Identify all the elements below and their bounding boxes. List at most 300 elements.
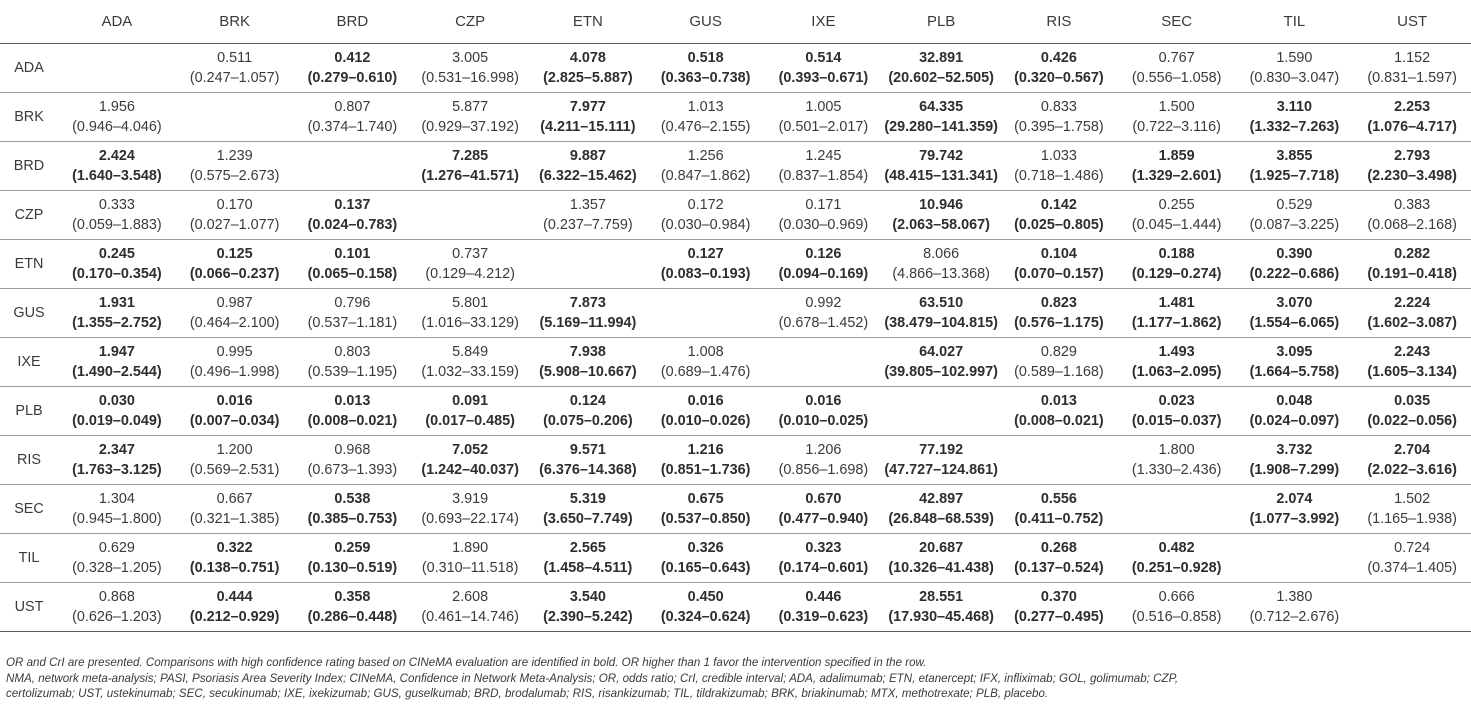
- credible-interval: (0.087–3.225): [1249, 217, 1340, 233]
- credible-interval: (0.068–2.168): [1367, 217, 1457, 233]
- table-cell: [294, 289, 412, 338]
- column-header-plb: PLB: [882, 0, 1000, 44]
- odds-ratio-value: 7.977: [569, 99, 606, 115]
- credible-interval: (2.230–3.498): [1367, 168, 1457, 184]
- row-header-ixe: IXE: [0, 338, 58, 387]
- odds-ratio-value: 0.326: [687, 540, 724, 556]
- table-cell: [882, 240, 1000, 289]
- odds-ratio-value: 0.670: [805, 491, 842, 507]
- odds-ratio-value: 0.446: [805, 589, 842, 605]
- credible-interval: (0.137–0.524): [1014, 560, 1104, 576]
- odds-ratio-value: 32.891: [919, 50, 964, 66]
- row-header-gus: GUS: [0, 289, 58, 338]
- credible-interval: (1.490–2.544): [72, 364, 162, 380]
- odds-ratio-value: 1.216: [687, 442, 724, 458]
- odds-ratio-value: 0.091: [452, 393, 489, 409]
- odds-ratio-value: 0.127: [687, 246, 724, 262]
- credible-interval: (0.191–0.418): [1367, 266, 1457, 282]
- credible-interval: (0.851–1.736): [660, 462, 751, 478]
- odds-ratio-value: 1.206: [805, 442, 842, 458]
- odds-ratio-value: 0.172: [687, 197, 724, 213]
- table-cell: [529, 289, 647, 338]
- odds-ratio-value: 0.268: [1040, 540, 1077, 556]
- table-row: [0, 289, 1471, 338]
- odds-ratio-value: 1.200: [216, 442, 253, 458]
- odds-ratio-value: 1.239: [216, 148, 253, 164]
- odds-ratio-value: 2.704: [1394, 442, 1431, 458]
- odds-ratio-value: 0.450: [687, 589, 724, 605]
- empty-diagonal-cell: [882, 387, 1000, 436]
- column-header-ixe: IXE: [765, 0, 883, 44]
- table-cell: [58, 142, 176, 191]
- table-cell: [647, 93, 765, 142]
- table-cell: [882, 583, 1000, 632]
- credible-interval: (0.174–0.601): [778, 560, 869, 576]
- table-cell: [1000, 289, 1118, 338]
- odds-ratio-value: 0.322: [216, 540, 253, 556]
- credible-interval: (2.825–5.887): [543, 70, 633, 86]
- table-cell: [765, 142, 883, 191]
- odds-ratio-value: 0.529: [1276, 197, 1313, 213]
- credible-interval: (1.640–3.548): [72, 168, 162, 184]
- credible-interval: (0.083–0.193): [660, 266, 751, 282]
- table-cell: [1236, 485, 1354, 534]
- odds-ratio-value: 2.253: [1394, 99, 1431, 115]
- credible-interval: (0.066–0.237): [189, 266, 280, 282]
- credible-interval: (0.138–0.751): [189, 560, 280, 576]
- odds-ratio-value: 1.590: [1276, 50, 1313, 66]
- column-header-til: TIL: [1236, 0, 1354, 44]
- odds-ratio-value: 1.481: [1158, 295, 1195, 311]
- table-cell: [1353, 44, 1471, 93]
- credible-interval: (0.689–1.476): [660, 364, 751, 380]
- table-cell: [411, 436, 529, 485]
- odds-ratio-value: 0.016: [687, 393, 724, 409]
- odds-ratio-value: 7.052: [452, 442, 489, 458]
- odds-ratio-value: 0.245: [98, 246, 135, 262]
- table-cell: [411, 240, 529, 289]
- table-row: [0, 338, 1471, 387]
- credible-interval: (0.015–0.037): [1131, 413, 1222, 429]
- odds-ratio-value: 9.571: [569, 442, 606, 458]
- table-cell: [411, 93, 529, 142]
- credible-interval: (0.712–2.676): [1249, 609, 1340, 625]
- odds-ratio-value: 1.304: [98, 491, 135, 507]
- odds-ratio-value: 64.027: [919, 344, 964, 360]
- odds-ratio-value: 0.171: [805, 197, 842, 213]
- empty-diagonal-cell: [1236, 534, 1354, 583]
- row-header-czp: CZP: [0, 191, 58, 240]
- table-footnotes: [6, 655, 1466, 702]
- odds-ratio-value: 2.565: [569, 540, 606, 556]
- credible-interval: (0.575–2.673): [189, 168, 280, 184]
- table-cell: [1353, 289, 1471, 338]
- table-cell: [1236, 436, 1354, 485]
- table-cell: [1353, 436, 1471, 485]
- table-cell: [1000, 44, 1118, 93]
- odds-ratio-value: 9.887: [569, 148, 606, 164]
- credible-interval: (0.319–0.623): [778, 609, 869, 625]
- table-cell: [58, 240, 176, 289]
- table-body: [0, 44, 1471, 632]
- odds-ratio-value: 0.482: [1158, 540, 1195, 556]
- table-row: [0, 191, 1471, 240]
- table-cell: [765, 436, 883, 485]
- table-cell: [1236, 387, 1354, 436]
- credible-interval: (0.025–0.805): [1014, 217, 1104, 233]
- table-cell: [882, 485, 1000, 534]
- table-cell: [1118, 338, 1236, 387]
- table-cell: [647, 436, 765, 485]
- table-cell: [647, 485, 765, 534]
- empty-diagonal-cell: [1118, 485, 1236, 534]
- table-cell: [1000, 387, 1118, 436]
- table-cell: [529, 338, 647, 387]
- table-cell: [529, 583, 647, 632]
- table-cell: [176, 44, 294, 93]
- odds-ratio-value: 1.890: [452, 540, 489, 556]
- credible-interval: (0.170–0.354): [72, 266, 162, 282]
- table-cell: [1118, 142, 1236, 191]
- empty-diagonal-cell: [529, 240, 647, 289]
- odds-ratio-value: 0.125: [216, 246, 253, 262]
- table-cell: [1236, 93, 1354, 142]
- odds-ratio-value: 0.666: [1158, 589, 1195, 605]
- table-row: [0, 142, 1471, 191]
- credible-interval: (0.277–0.495): [1014, 609, 1104, 625]
- odds-ratio-value: 2.608: [452, 589, 489, 605]
- odds-ratio-value: 0.390: [1276, 246, 1313, 262]
- credible-interval: (0.328–1.205): [72, 560, 162, 576]
- odds-ratio-value: 0.767: [1158, 50, 1195, 66]
- row-header-plb: PLB: [0, 387, 58, 436]
- odds-ratio-value: 0.383: [1394, 197, 1431, 213]
- credible-interval: (0.393–0.671): [778, 70, 869, 86]
- table-cell: [882, 191, 1000, 240]
- credible-interval: (0.165–0.643): [660, 560, 751, 576]
- credible-interval: (0.251–0.928): [1131, 560, 1222, 576]
- odds-ratio-value: 10.946: [919, 197, 964, 213]
- table-cell: [765, 93, 883, 142]
- credible-interval: (10.326–41.438): [888, 560, 994, 576]
- table-cell: [294, 191, 412, 240]
- table-cell: [1118, 93, 1236, 142]
- odds-ratio-value: 0.518: [687, 50, 724, 66]
- odds-ratio-value: 1.256: [687, 148, 724, 164]
- credible-interval: (0.024–0.097): [1249, 413, 1340, 429]
- odds-ratio-value: 0.514: [805, 50, 842, 66]
- odds-ratio-value: 5.319: [569, 491, 606, 507]
- odds-ratio-value: 0.013: [334, 393, 371, 409]
- odds-ratio-value: 0.511: [217, 50, 253, 66]
- credible-interval: (0.008–0.021): [1014, 413, 1104, 429]
- credible-interval: (1.355–2.752): [72, 315, 162, 331]
- odds-ratio-value: 0.724: [1394, 540, 1431, 556]
- table-cell: [176, 240, 294, 289]
- odds-ratio-value: 1.947: [98, 344, 135, 360]
- credible-interval: (0.678–1.452): [778, 315, 869, 331]
- credible-interval: (39.805–102.997): [884, 364, 998, 380]
- table-cell: [58, 289, 176, 338]
- credible-interval: (1.458–4.511): [543, 560, 633, 576]
- odds-ratio-value: 2.347: [98, 442, 135, 458]
- table-cell: [882, 142, 1000, 191]
- odds-ratio-value: 0.048: [1276, 393, 1313, 409]
- credible-interval: (0.222–0.686): [1249, 266, 1340, 282]
- table-cell: [176, 583, 294, 632]
- odds-ratio-value: 5.849: [452, 344, 489, 360]
- table-cell: [411, 485, 529, 534]
- credible-interval: (1.330–2.436): [1131, 462, 1222, 478]
- table-cell: [1236, 338, 1354, 387]
- empty-diagonal-cell: [294, 142, 412, 191]
- row-header-ada: ADA: [0, 44, 58, 93]
- credible-interval: (1.763–3.125): [72, 462, 162, 478]
- credible-interval: (4.211–15.111): [540, 119, 636, 135]
- empty-diagonal-cell: [1000, 436, 1118, 485]
- table-cell: [1000, 485, 1118, 534]
- credible-interval: (48.415–131.341): [884, 168, 998, 184]
- table-cell: [294, 93, 412, 142]
- table-cell: [765, 289, 883, 338]
- credible-interval: (1.076–4.717): [1367, 119, 1457, 135]
- credible-interval: (0.130–0.519): [307, 560, 398, 576]
- table-row: [0, 436, 1471, 485]
- table-row: [0, 44, 1471, 93]
- table-cell: [1118, 583, 1236, 632]
- credible-interval: (0.310–11.518): [421, 560, 519, 576]
- credible-interval: (1.602–3.087): [1367, 315, 1457, 331]
- row-header-etn: ETN: [0, 240, 58, 289]
- table-cell: [1353, 142, 1471, 191]
- table-header-row: [0, 0, 1471, 44]
- table-cell: [647, 191, 765, 240]
- credible-interval: (0.212–0.929): [189, 609, 280, 625]
- table-cell: [1118, 436, 1236, 485]
- table-cell: [411, 289, 529, 338]
- table-cell: [58, 436, 176, 485]
- table-cell: [411, 338, 529, 387]
- credible-interval: (1.077–3.992): [1249, 511, 1340, 527]
- odds-ratio-value: 3.732: [1276, 442, 1313, 458]
- table-cell: [411, 387, 529, 436]
- credible-interval: (0.027–1.077): [189, 217, 280, 233]
- table-cell: [1118, 289, 1236, 338]
- odds-ratio-value: 1.500: [1158, 99, 1195, 115]
- credible-interval: (6.322–15.462): [539, 168, 637, 184]
- table-cell: [529, 436, 647, 485]
- table-cell: [1000, 240, 1118, 289]
- table-row: [0, 583, 1471, 632]
- odds-ratio-value: 0.737: [452, 246, 489, 262]
- table-cell: [294, 338, 412, 387]
- table-cell: [58, 583, 176, 632]
- credible-interval: (0.045–1.444): [1131, 217, 1222, 233]
- table-cell: [1236, 583, 1354, 632]
- credible-interval: (0.395–1.758): [1014, 119, 1104, 135]
- odds-ratio-value: 1.005: [805, 99, 842, 115]
- odds-ratio-value: 0.370: [1040, 589, 1077, 605]
- odds-ratio-value: 4.078: [569, 50, 606, 66]
- odds-ratio-value: 0.675: [687, 491, 724, 507]
- table-cell: [1000, 583, 1118, 632]
- credible-interval: (5.908–10.667): [539, 364, 637, 380]
- odds-ratio-value: 3.919: [452, 491, 489, 507]
- credible-interval: (0.007–0.034): [189, 413, 280, 429]
- table-cell: [176, 338, 294, 387]
- odds-ratio-value: 3.070: [1276, 295, 1313, 311]
- table-cell: [1236, 142, 1354, 191]
- odds-ratio-value: 0.016: [805, 393, 842, 409]
- odds-ratio-value: 0.444: [216, 589, 253, 605]
- credible-interval: (0.461–14.746): [421, 609, 519, 625]
- odds-ratio-value: 1.502: [1394, 491, 1431, 507]
- table-cell: [176, 485, 294, 534]
- row-header-brk: BRK: [0, 93, 58, 142]
- empty-diagonal-cell: [411, 191, 529, 240]
- table-row: [0, 387, 1471, 436]
- table-cell: [176, 387, 294, 436]
- credible-interval: (0.501–2.017): [778, 119, 869, 135]
- table-cell: [58, 485, 176, 534]
- table-cell: [765, 240, 883, 289]
- credible-interval: (0.946–4.046): [72, 119, 162, 135]
- column-header-gus: GUS: [647, 0, 765, 44]
- credible-interval: (0.030–0.969): [778, 217, 869, 233]
- odds-ratio-value: 0.170: [216, 197, 253, 213]
- empty-diagonal-cell: [647, 289, 765, 338]
- odds-ratio-value: 0.992: [805, 295, 842, 311]
- row-header-til: TIL: [0, 534, 58, 583]
- table-cell: [294, 534, 412, 583]
- credible-interval: (0.576–1.175): [1014, 315, 1104, 331]
- table-cell: [294, 387, 412, 436]
- odds-ratio-value: 1.013: [687, 99, 724, 115]
- footnote-line-1: OR and CrI are presented. Comparisons with high confidence rating based on CINeMA evaluation are identified in bold. OR higher than 1 favor the intervention specified in the row.: [6, 656, 927, 669]
- credible-interval: (0.626–1.203): [72, 609, 162, 625]
- credible-interval: (0.075–0.206): [543, 413, 633, 429]
- credible-interval: (6.376–14.368): [539, 462, 637, 478]
- credible-interval: (0.279–0.610): [307, 70, 398, 86]
- table-cell: [411, 142, 529, 191]
- odds-ratio-value: 0.667: [216, 491, 253, 507]
- table-cell: [58, 93, 176, 142]
- table-cell: [411, 534, 529, 583]
- table-cell: [882, 93, 1000, 142]
- credible-interval: (0.537–0.850): [660, 511, 751, 527]
- credible-interval: (1.605–3.134): [1367, 364, 1457, 380]
- odds-ratio-value: 2.793: [1394, 148, 1431, 164]
- credible-interval: (0.496–1.998): [189, 364, 280, 380]
- odds-ratio-value: 0.823: [1040, 295, 1077, 311]
- table-cell: [1236, 240, 1354, 289]
- credible-interval: (0.830–3.047): [1249, 70, 1340, 86]
- odds-ratio-value: 0.016: [216, 393, 253, 409]
- odds-ratio-value: 2.424: [98, 148, 135, 164]
- table-cell: [411, 583, 529, 632]
- odds-ratio-value: 1.956: [98, 99, 135, 115]
- table-cell: [882, 534, 1000, 583]
- odds-ratio-value: 0.833: [1040, 99, 1077, 115]
- credible-interval: (4.866–13.368): [892, 266, 990, 282]
- odds-ratio-value: 2.224: [1394, 295, 1431, 311]
- credible-interval: (1.329–2.601): [1131, 168, 1222, 184]
- credible-interval: (0.017–0.485): [425, 413, 515, 429]
- table-cell: [1000, 142, 1118, 191]
- footnote-line-2: NMA, network meta-analysis; PASI, Psoriasis Area Severity Index; CINeMA, Confidence in Network Meta-Analysis; OR, odds ratio; CrI, credible interval; ADA, adalimumab; ETN, etanercept; IFX, infliximab; GOL, golimumab; CZP,: [6, 671, 1179, 685]
- table-cell: [58, 534, 176, 583]
- odds-ratio-value: 0.333: [98, 197, 135, 213]
- credible-interval: (0.722–3.116): [1132, 119, 1221, 135]
- odds-ratio-value: 0.137: [334, 197, 371, 213]
- credible-interval: (0.129–4.212): [425, 266, 515, 282]
- empty-diagonal-cell: [176, 93, 294, 142]
- odds-ratio-value: 0.556: [1040, 491, 1077, 507]
- table-cell: [1000, 338, 1118, 387]
- table-cell: [1353, 338, 1471, 387]
- table-cell: [647, 338, 765, 387]
- odds-ratio-value: 64.335: [919, 99, 964, 115]
- odds-ratio-value: 0.426: [1040, 50, 1077, 66]
- credible-interval: (1.177–1.862): [1131, 315, 1222, 331]
- table-cell: [1353, 387, 1471, 436]
- odds-ratio-value: 0.803: [334, 344, 371, 360]
- table-cell: [765, 583, 883, 632]
- credible-interval: (0.477–0.940): [778, 511, 869, 527]
- credible-interval: (0.010–0.026): [660, 413, 751, 429]
- credible-interval: (0.065–0.158): [307, 266, 398, 282]
- table-cell: [647, 44, 765, 93]
- table-row: [0, 93, 1471, 142]
- odds-ratio-value: 0.255: [1158, 197, 1195, 213]
- credible-interval: (17.930–45.468): [888, 609, 994, 625]
- credible-interval: (0.569–2.531): [189, 462, 280, 478]
- odds-ratio-value: 42.897: [919, 491, 964, 507]
- table-row: [0, 240, 1471, 289]
- table-cell: [1118, 191, 1236, 240]
- credible-interval: (0.070–0.157): [1014, 266, 1104, 282]
- credible-interval: (1.063–2.095): [1131, 364, 1222, 380]
- credible-interval: (1.016–33.129): [421, 315, 519, 331]
- credible-interval: (1.165–1.938): [1367, 511, 1457, 527]
- table-cell: [58, 387, 176, 436]
- odds-ratio-value: 5.877: [452, 99, 489, 115]
- credible-interval: (1.032–33.159): [421, 364, 519, 380]
- odds-ratio-value: 28.551: [919, 589, 964, 605]
- table-cell: [882, 436, 1000, 485]
- column-header-sec: SEC: [1118, 0, 1236, 44]
- table-cell: [765, 387, 883, 436]
- credible-interval: (0.324–0.624): [660, 609, 751, 625]
- odds-ratio-value: 8.066: [923, 246, 960, 262]
- table-cell: [529, 485, 647, 534]
- table-row: [0, 534, 1471, 583]
- odds-ratio-value: 7.938: [569, 344, 606, 360]
- empty-diagonal-cell: [1353, 583, 1471, 632]
- table-cell: [529, 387, 647, 436]
- credible-interval: (0.094–0.169): [778, 266, 869, 282]
- credible-interval: (0.945–1.800): [72, 511, 162, 527]
- table-cell: [529, 142, 647, 191]
- credible-interval: (47.727–124.861): [884, 462, 998, 478]
- column-header-brd: BRD: [294, 0, 412, 44]
- table-cell: [647, 534, 765, 583]
- table-cell: [1118, 240, 1236, 289]
- odds-ratio-value: 1.859: [1158, 148, 1195, 164]
- table-cell: [1000, 534, 1118, 583]
- credible-interval: (0.024–0.783): [307, 217, 398, 233]
- odds-ratio-value: 0.023: [1158, 393, 1195, 409]
